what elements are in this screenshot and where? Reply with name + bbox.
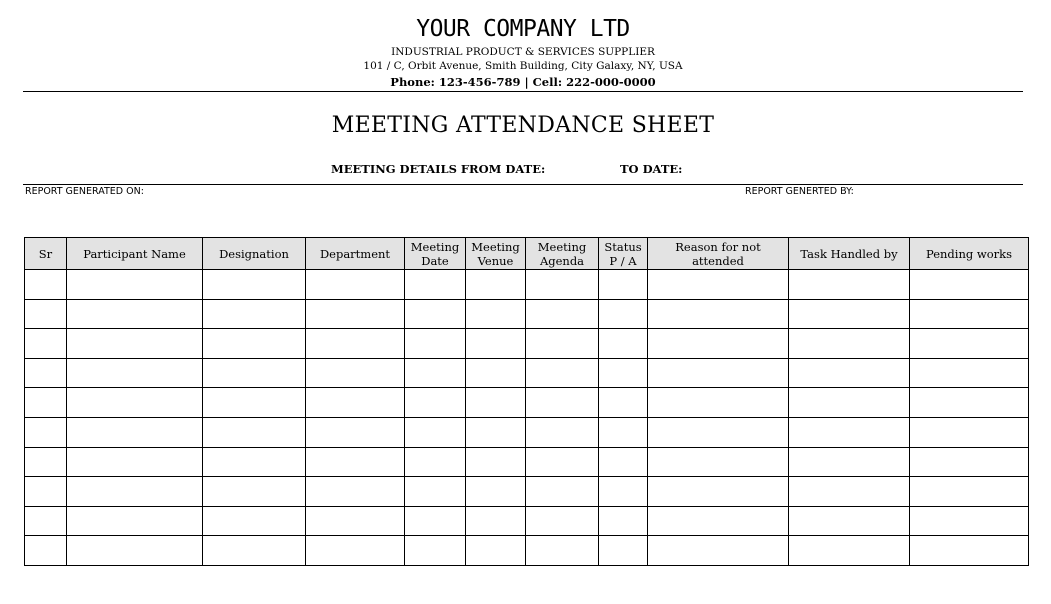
table-cell[interactable] [405, 417, 466, 447]
column-header: Meeting Date [405, 238, 466, 270]
table-row [25, 506, 1029, 536]
table-cell[interactable] [648, 299, 789, 329]
table-cell[interactable] [789, 299, 910, 329]
table-cell[interactable] [203, 477, 306, 507]
column-header: Task Handled by [789, 238, 910, 270]
table-cell[interactable] [203, 388, 306, 418]
table-cell[interactable] [203, 506, 306, 536]
table-cell[interactable] [67, 270, 203, 300]
table-cell[interactable] [203, 447, 306, 477]
table-cell[interactable] [25, 477, 67, 507]
table-cell[interactable] [648, 506, 789, 536]
table-cell[interactable] [466, 417, 526, 447]
report-generated-by-label: REPORT GENERTED BY: [745, 186, 854, 197]
table-cell[interactable] [599, 417, 648, 447]
table-cell[interactable] [466, 506, 526, 536]
table-cell[interactable] [25, 329, 67, 359]
table-cell[interactable] [599, 270, 648, 300]
table-cell[interactable] [466, 299, 526, 329]
table-row [25, 417, 1029, 447]
table-cell[interactable] [405, 506, 466, 536]
table-cell[interactable] [648, 417, 789, 447]
header-divider [23, 91, 1023, 92]
table-cell[interactable] [526, 358, 599, 388]
table-cell[interactable] [599, 477, 648, 507]
table-cell[interactable] [526, 417, 599, 447]
table-cell[interactable] [405, 447, 466, 477]
table-cell[interactable] [306, 447, 405, 477]
table-cell[interactable] [306, 329, 405, 359]
table-cell[interactable] [789, 447, 910, 477]
table-cell[interactable] [910, 417, 1029, 447]
table-row [25, 388, 1029, 418]
table-cell[interactable] [789, 388, 910, 418]
table-cell[interactable] [648, 536, 789, 566]
table-cell[interactable] [405, 536, 466, 566]
table-cell[interactable] [599, 536, 648, 566]
table-row [25, 299, 1029, 329]
table-cell[interactable] [67, 358, 203, 388]
table-cell[interactable] [405, 299, 466, 329]
table-cell[interactable] [910, 299, 1029, 329]
table-cell[interactable] [466, 358, 526, 388]
table-cell[interactable] [67, 447, 203, 477]
sheet-title: MEETING ATTENDANCE SHEET [331, 113, 715, 138]
table-cell[interactable] [466, 447, 526, 477]
table-cell[interactable] [526, 329, 599, 359]
table-cell[interactable] [526, 536, 599, 566]
table-cell[interactable] [25, 299, 67, 329]
table-cell[interactable] [306, 506, 405, 536]
table-cell[interactable] [910, 388, 1029, 418]
table-cell[interactable] [648, 477, 789, 507]
table-cell[interactable] [526, 299, 599, 329]
to-date-label: TO DATE: [620, 162, 683, 176]
table-cell[interactable] [789, 329, 910, 359]
table-cell[interactable] [203, 358, 306, 388]
table-cell[interactable] [306, 477, 405, 507]
table-cell[interactable] [306, 536, 405, 566]
company-name: YOUR COMPANY LTD [416, 16, 630, 42]
table-cell[interactable] [25, 388, 67, 418]
table-cell[interactable] [599, 299, 648, 329]
table-cell[interactable] [306, 417, 405, 447]
table-cell[interactable] [910, 358, 1029, 388]
table-cell[interactable] [67, 417, 203, 447]
table-cell[interactable] [910, 329, 1029, 359]
table-cell[interactable] [25, 270, 67, 300]
column-header: Pending works [910, 238, 1029, 270]
table-cell[interactable] [910, 447, 1029, 477]
table-cell[interactable] [466, 329, 526, 359]
table-cell[interactable] [789, 358, 910, 388]
table-row [25, 536, 1029, 566]
company-phone: Phone: 123-456-789 | Cell: 222-000-0000 [390, 75, 656, 89]
table-row [25, 477, 1029, 507]
table-cell[interactable] [648, 388, 789, 418]
table-cell[interactable] [67, 536, 203, 566]
table-cell[interactable] [789, 536, 910, 566]
table-row [25, 447, 1029, 477]
table-cell[interactable] [203, 329, 306, 359]
table-cell[interactable] [599, 329, 648, 359]
table-cell[interactable] [910, 536, 1029, 566]
column-header: Meeting Venue [466, 238, 526, 270]
table-cell[interactable] [25, 506, 67, 536]
table-cell[interactable] [466, 536, 526, 566]
company-tagline: INDUSTRIAL PRODUCT & SERVICES SUPPLIER [391, 46, 655, 58]
table-cell[interactable] [526, 477, 599, 507]
details-divider [23, 184, 1023, 185]
company-address: 101 / C, Orbit Avenue, Smith Building, City Galaxy, NY, USA [363, 60, 683, 72]
table-cell[interactable] [466, 477, 526, 507]
table-cell[interactable] [648, 358, 789, 388]
table-cell[interactable] [599, 388, 648, 418]
table-cell[interactable] [405, 329, 466, 359]
table-cell[interactable] [405, 270, 466, 300]
table-cell[interactable] [25, 447, 67, 477]
table-cell[interactable] [526, 270, 599, 300]
table-cell[interactable] [789, 270, 910, 300]
report-generated-on-label: REPORT GENERATED ON: [25, 186, 144, 197]
column-header: Designation [203, 238, 306, 270]
column-header: Status P / A [599, 238, 648, 270]
column-header: Sr [25, 238, 67, 270]
table-cell[interactable] [203, 270, 306, 300]
table-header-row [25, 238, 1029, 270]
table-cell[interactable] [306, 299, 405, 329]
table-cell[interactable] [405, 358, 466, 388]
table-row [25, 358, 1029, 388]
table-cell[interactable] [306, 388, 405, 418]
table-cell[interactable] [67, 477, 203, 507]
table-cell[interactable] [910, 270, 1029, 300]
table-cell[interactable] [648, 447, 789, 477]
table-cell[interactable] [789, 417, 910, 447]
table-cell[interactable] [466, 270, 526, 300]
table-cell[interactable] [67, 506, 203, 536]
from-date-label: MEETING DETAILS FROM DATE: [331, 162, 546, 176]
table-cell[interactable] [67, 299, 203, 329]
table-cell[interactable] [306, 358, 405, 388]
table-cell[interactable] [789, 477, 910, 507]
table-body [25, 270, 1029, 566]
table-cell[interactable] [526, 388, 599, 418]
table-cell[interactable] [910, 477, 1029, 507]
table-cell[interactable] [203, 299, 306, 329]
table-cell[interactable] [599, 506, 648, 536]
table-cell[interactable] [599, 358, 648, 388]
column-header: Participant Name [67, 238, 203, 270]
column-header: Reason for not attended [648, 238, 789, 270]
table-cell[interactable] [599, 447, 648, 477]
table-cell[interactable] [306, 270, 405, 300]
column-header: Department [306, 238, 405, 270]
table-cell[interactable] [405, 388, 466, 418]
table-cell[interactable] [526, 506, 599, 536]
table-cell[interactable] [466, 388, 526, 418]
table-cell[interactable] [789, 506, 910, 536]
table-cell[interactable] [910, 506, 1029, 536]
attendance-table [24, 237, 1029, 566]
table-cell[interactable] [648, 329, 789, 359]
table-cell[interactable] [67, 388, 203, 418]
table-cell[interactable] [25, 536, 67, 566]
table-cell[interactable] [203, 536, 306, 566]
table-cell[interactable] [25, 358, 67, 388]
table-cell[interactable] [405, 477, 466, 507]
table-cell[interactable] [25, 417, 67, 447]
table-cell[interactable] [67, 329, 203, 359]
table-cell[interactable] [648, 270, 789, 300]
table-cell[interactable] [203, 417, 306, 447]
column-header: Meeting Agenda [526, 238, 599, 270]
table-row [25, 329, 1029, 359]
table-cell[interactable] [526, 447, 599, 477]
table-row [25, 270, 1029, 300]
